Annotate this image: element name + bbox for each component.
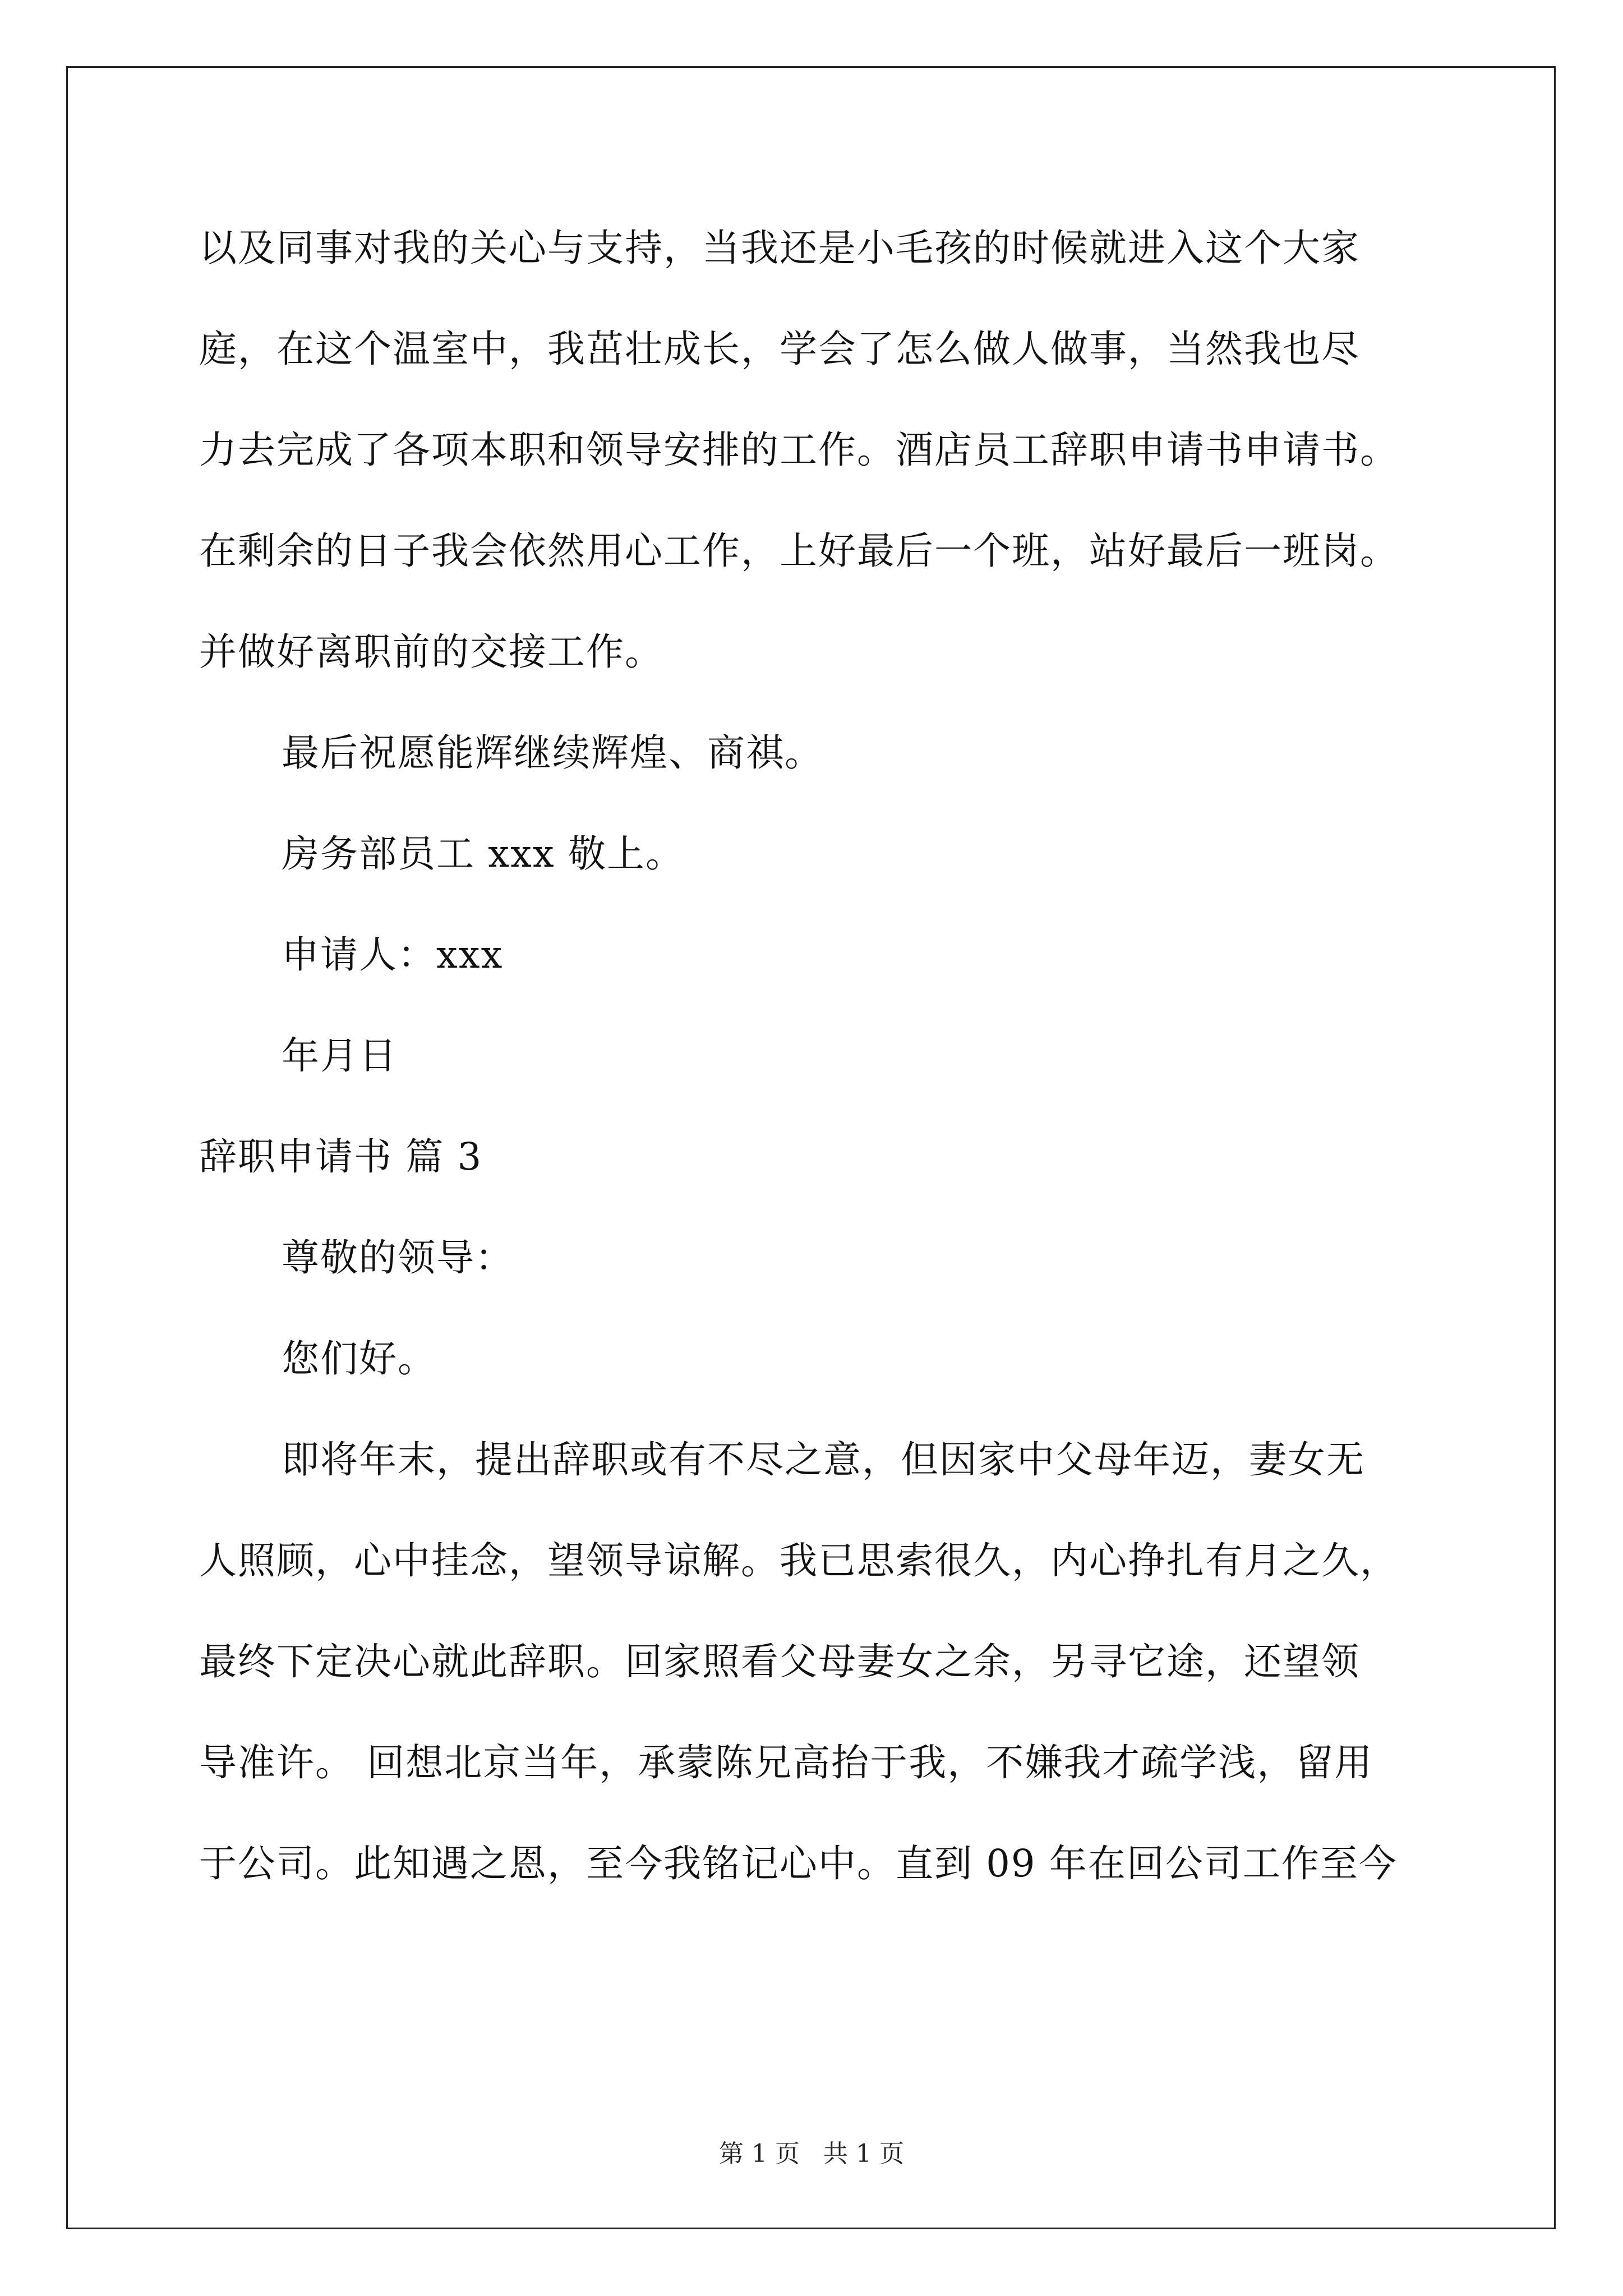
section-heading: 辞职申请书 篇 3 [199,1135,483,1179]
page-number-footer: 第 1 页 共 1 页 [719,2139,904,2168]
body-line: 以及同事对我的关心与支持，当我还是小毛孩的时候就进入这个大家 [199,226,1360,270]
body-line: 力去完成了各项本职和领导安排的工作。酒店员工辞职申请书申请书。 [199,428,1399,472]
body-line: 在剩余的日子我会依然用心工作，上好最后一个班，站好最后一班岗。 [199,529,1399,573]
body-line: 并做好离职前的交接工作。 [199,630,663,674]
body-line: 即将年末，提出辞职或有不尽之意，但因家中父母年迈，妻女无 [282,1438,1365,1481]
body-line: 人照顾，心中挂念，望领导谅解。我已思索很久，内心挣扎有月之久， [199,1539,1399,1582]
signature-line: 房务部员工 xxx 敬上。 [282,832,684,876]
body-line: 于公司。此知遇之恩，至今我铭记心中。直到 09 年在回公司工作至今 [199,1842,1398,1885]
body-line: 最终下定决心就此辞职。回家照看父母妻女之余，另寻它途，还望领 [199,1640,1360,1683]
salutation: 尊敬的领导： [282,1236,514,1280]
date-line: 年月日 [282,1034,398,1078]
applicant-line: 申请人：xxx [282,933,504,977]
body-line: 庭，在这个温室中，我茁壮成长，学会了怎么做人做事，当然我也尽 [199,327,1360,371]
body-line: 导准许。 回想北京当年，承蒙陈兄高抬于我，不嫌我才疏学浅，留用 [199,1741,1373,1784]
greeting: 您们好。 [282,1337,436,1381]
closing-wish: 最后祝愿能辉继续辉煌、商祺。 [282,731,823,775]
